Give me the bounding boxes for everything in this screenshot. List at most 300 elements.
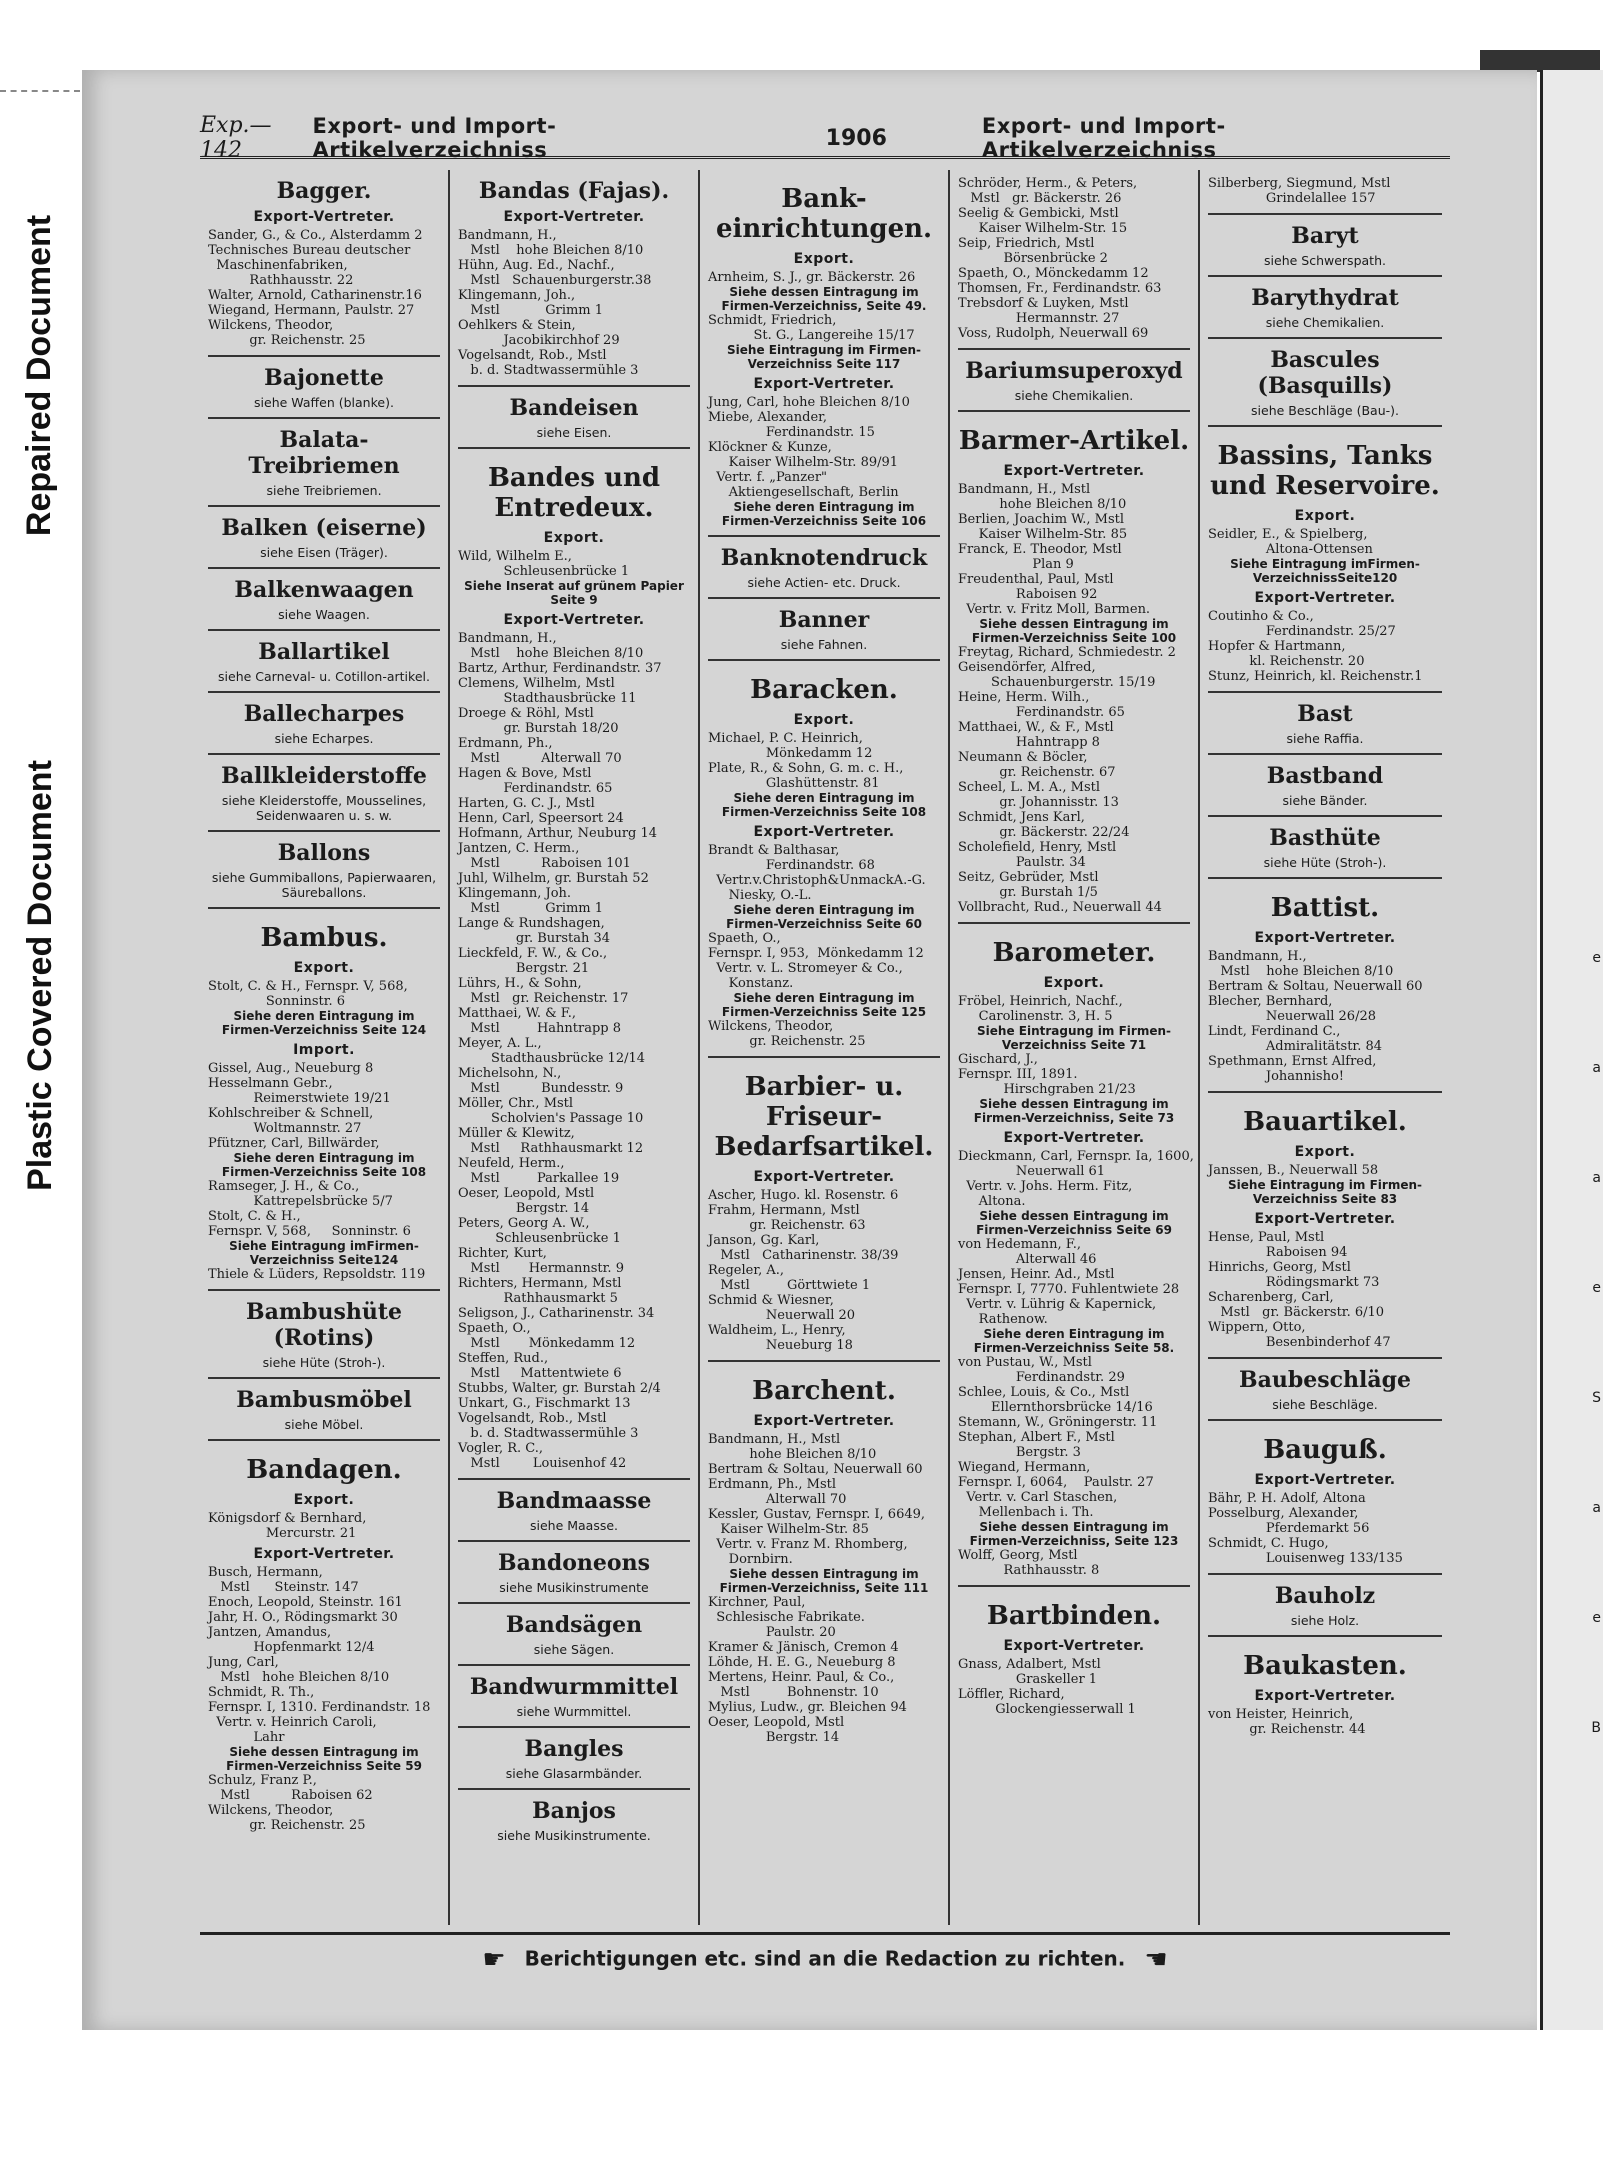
entry-line: Ramseger, J. H., & Co., — [208, 1179, 360, 1194]
entry-line: Raboisen 94 — [1208, 1245, 1348, 1260]
entry-line: Niesky, O.-L. — [708, 888, 812, 903]
cross-reference: siehe Raffia. — [1286, 731, 1364, 746]
entry-line: Vertr. v. Franz M. Rhomberg, — [708, 1537, 908, 1552]
article-section — [708, 1362, 940, 1752]
article-heading: Balkenwaagen — [234, 577, 414, 603]
entry-line: Gnass, Adalbert, Mstl — [958, 1657, 1101, 1672]
entry-line: Sander, G., & Co., Alsterdamm 2 — [208, 228, 423, 243]
article-section — [208, 1441, 440, 1840]
entry-line: Ferdinandstr. 68 — [708, 858, 875, 873]
article-heading: Barbier- u. Friseur-Bedarfsartikel. — [714, 1072, 934, 1162]
register-note: Siehe Eintragung imFirmen-Verzeichniss Seite124 — [229, 1239, 419, 1267]
cross-reference: siehe Eisen (Träger). — [260, 545, 388, 560]
entry-line: Rathenow. — [958, 1312, 1048, 1327]
article-section — [458, 1728, 690, 1790]
entry-line: Mstl gr. Bäckerstr. 26 — [958, 191, 1122, 206]
entry-line: Stubbs, Walter, gr. Burstah 2/4 — [458, 1381, 661, 1396]
register-note: Siehe dessen Eintragung im Firmen-Verzeichniss, Seite 111 — [719, 1567, 929, 1595]
entry-line: Vertr. f. „Panzer" — [708, 470, 828, 485]
entry-line: Regeler, A., — [708, 1263, 785, 1278]
entry-line: Ferdinandstr. 15 — [708, 425, 875, 440]
adjacent-page-fragment: e — [1592, 950, 1601, 966]
directory-columns — [200, 170, 1450, 1925]
entry-line: Mstl gr. Bäckerstr. 6/10 — [1208, 1305, 1385, 1320]
cross-reference: siehe Musikinstrumente. — [497, 1828, 651, 1843]
entry-line: Scheel, L. M. A., Mstl — [958, 780, 1100, 795]
article-heading: Ballecharpes — [243, 701, 405, 727]
article-heading: Bandas (Fajas). — [478, 178, 670, 204]
entry-line: Klingemann, Joh. — [458, 886, 572, 901]
entry-line: Bandmann, H., Mstl — [708, 1432, 841, 1447]
entry-line: Mstl Schauenburgerstr.38 — [458, 273, 652, 288]
entry-line: Klöckner & Kunze, — [708, 440, 832, 455]
entry-line: Hühn, Aug. Ed., Nachf., — [458, 258, 615, 273]
entry-line: kl. Reichenstr. 20 — [1208, 654, 1365, 669]
cross-reference: siehe Echarpes. — [274, 731, 374, 746]
entry-line: Spaeth, O., Mönckedamm 12 — [958, 266, 1149, 281]
register-note: Siehe dessen Eintragung im Firmen-Verzeichniss Seite 69 — [976, 1209, 1172, 1237]
entry-line: Vertr. v. L. Stromeyer & Co., — [708, 961, 903, 976]
entry-line: Bähr, P. H. Adolf, Altona — [1208, 1491, 1366, 1506]
entry-line: Seip, Friedrich, Mstl — [958, 236, 1095, 251]
cross-reference: siehe Fahnen. — [780, 637, 868, 652]
entry-line: Kaiser Wilhelm-Str. 85 — [958, 527, 1128, 542]
entry-line: Fernspr. III, 1891. — [958, 1067, 1078, 1082]
entry-line: Mstl Mönkedamm 12 — [458, 1336, 636, 1351]
entry-line: Scholefield, Henry, Mstl — [958, 840, 1117, 855]
entry-line: Jahr, H. O., Rödingsmarkt 30 — [208, 1610, 398, 1625]
article-section — [1208, 427, 1442, 693]
entry-line: Thomsen, Fr., Ferdinandstr. 63 — [958, 281, 1162, 296]
entry-line: Posselburg, Alexander, — [1208, 1506, 1359, 1521]
register-note: Siehe deren Eintragung im Firmen-Verzeichniss Seite 60 — [726, 903, 922, 931]
entry-line: Schlee, Louis, & Co., Mstl — [958, 1385, 1130, 1400]
article-section — [208, 693, 440, 755]
article-heading: Bauguß. — [1263, 1435, 1387, 1465]
entry-line: Jung, Carl, hohe Bleichen 8/10 — [708, 395, 910, 410]
adjacent-page-fragment: S — [1592, 1390, 1601, 1406]
entry-line: Kirchner, Paul, — [708, 1595, 806, 1610]
entry-line: Hense, Paul, Mstl — [1208, 1230, 1325, 1245]
entry-line: Meyer, A. L., — [458, 1036, 542, 1051]
article-section — [208, 419, 440, 507]
adjacent-page-fragment: e — [1592, 1280, 1601, 1296]
article-heading: Bandwurmmittel — [469, 1674, 679, 1700]
cross-reference: siehe Schwerspath. — [1264, 253, 1386, 268]
article-heading: Battist. — [1270, 893, 1380, 923]
entry-line: Matthaei, W. & F., — [458, 1006, 577, 1021]
register-note: Siehe deren Eintragung im Firmen-Verzeichniss Seite 108 — [221, 1151, 427, 1179]
entry-line: Arnheim, S. J., gr. Bäckerstr. 26 — [708, 270, 916, 285]
entry-line: Jung, Carl, — [208, 1655, 279, 1670]
subheading: Export-Vertreter. — [753, 376, 895, 392]
entry-line: Besenbinderhof 47 — [1208, 1335, 1391, 1350]
entry-line: Vertr. v. Carl Staschen, — [958, 1490, 1118, 1505]
article-section — [208, 755, 440, 832]
entry-line: Mstl Bundesstr. 9 — [458, 1081, 624, 1096]
entry-line: Peters, Georg A. W., — [458, 1216, 590, 1231]
register-note: Siehe Eintragung im Firmen-Verzeichniss Seite 71 — [977, 1024, 1171, 1052]
entry-line: von Pustau, W., Mstl — [958, 1355, 1092, 1370]
article-section — [1208, 170, 1442, 215]
column-4 — [950, 170, 1200, 1925]
article-heading: Bastband — [1266, 763, 1384, 789]
entry-line: gr. Burstah 1/5 — [958, 885, 1098, 900]
footer-note: Berichtigungen etc. sind an die Redaction zu richten. — [524, 1946, 1126, 1971]
entry-line: Müller & Klewitz, — [458, 1126, 575, 1141]
entry-line: Wiegand, Hermann, — [958, 1460, 1091, 1475]
page-footer — [200, 1932, 1450, 1975]
entry-line: gr. Bäckerstr. 22/24 — [958, 825, 1130, 840]
entry-line: Lange & Rundshagen, — [458, 916, 605, 931]
entry-line: Pferdemarkt 56 — [1208, 1521, 1370, 1536]
adjacent-page-fragment: a — [1592, 1060, 1601, 1076]
entry-line: Grindelallee 157 — [1208, 191, 1376, 206]
cross-reference: siehe Wurmmittel. — [516, 1704, 632, 1719]
article-section — [458, 1666, 690, 1728]
entry-line: Vertr. v. Heinrich Caroli, — [208, 1715, 377, 1730]
cross-reference: siehe Kleiderstoffe, Mousselines, Seidenwaaren u. s. w. — [221, 793, 427, 823]
entry-line: Fernspr. I, 6064, Paulstr. 27 — [958, 1475, 1154, 1490]
entry-line: Carolinenstr. 3, H. 5 — [958, 1009, 1113, 1024]
entry-line: Jensen, Heinr. Ad., Mstl — [958, 1267, 1115, 1282]
entry-line: Königsdorf & Bernhard, — [208, 1511, 367, 1526]
entry-line: Mstl Hahntrapp 8 — [458, 1021, 622, 1036]
entry-line: Vertr. v. Fritz Moll, Barmen. — [958, 602, 1151, 617]
article-section — [208, 569, 440, 631]
column-3 — [700, 170, 950, 1925]
article-section — [208, 1291, 440, 1379]
entry-line: Wilckens, Theodor, — [208, 318, 334, 333]
entry-line: Rathhausstr. 8 — [958, 1563, 1100, 1578]
entry-line: Sonninstr. 6 — [208, 994, 346, 1009]
entry-line: Oehlkers & Stein, — [458, 318, 576, 333]
scan-background — [0, 0, 1600, 50]
entry-line: Harten, G. C. J., Mstl — [458, 796, 595, 811]
entry-line: Mstl Catharinenstr. 38/39 — [708, 1248, 899, 1263]
article-section — [208, 170, 440, 357]
entry-line: Woltmannstr. 27 — [208, 1121, 362, 1136]
entry-line: Fröbel, Heinrich, Nachf., — [958, 994, 1123, 1009]
entry-line: Geisendörfer, Alfred, — [958, 660, 1096, 675]
entry-line: Paulstr. 34 — [958, 855, 1086, 870]
cross-reference: siehe Chemikalien. — [1014, 388, 1134, 403]
entry-line: Maschinenfabriken, — [208, 258, 348, 273]
article-section — [208, 357, 440, 419]
entry-line: Thiele & Lüders, Repsoldstr. 119 — [208, 1267, 426, 1282]
article-section — [1208, 755, 1442, 817]
cross-reference: siehe Hüte (Stroh-). — [262, 1355, 386, 1370]
repaired-document-label — [0, 110, 80, 640]
entry-line: Mstl Grimm 1 — [458, 303, 604, 318]
entry-line: Schulz, Franz P., — [208, 1773, 317, 1788]
entry-line: Ascher, Hugo. kl. Rosenstr. 6 — [708, 1188, 899, 1203]
cross-reference: siehe Treibriemen. — [266, 483, 382, 498]
entry-line: Vertr. v. Johs. Herm. Fitz, — [958, 1179, 1133, 1194]
subheading: Export-Vertreter. — [253, 209, 395, 225]
entry-line: Bertram & Soltau, Neuerwall 60 — [1208, 979, 1423, 994]
article-heading: Bagger. — [276, 178, 372, 204]
subheading: Export-Vertreter. — [1254, 590, 1396, 606]
entry-line: Ellernthorsbrücke 14/16 — [958, 1400, 1153, 1415]
entry-line: Bergstr. 14 — [458, 1201, 590, 1216]
entry-line: Wilckens, Theodor, — [708, 1019, 834, 1034]
article-section — [708, 170, 940, 537]
article-section — [708, 537, 940, 599]
entry-line: gr. Johannisstr. 13 — [958, 795, 1119, 810]
entry-line: gr. Reichenstr. 25 — [208, 333, 366, 348]
entry-line: Rathhausmarkt 5 — [458, 1291, 618, 1306]
article-section — [458, 1480, 690, 1542]
entry-line: Stephan, Albert F., Mstl — [958, 1430, 1115, 1445]
entry-line: Hahntrapp 8 — [958, 735, 1100, 750]
entry-line: Kaiser Wilhelm-Str. 85 — [708, 1522, 869, 1537]
entry-line: Busch, Hermann, — [208, 1565, 323, 1580]
article-heading: Baukasten. — [1243, 1651, 1407, 1681]
article-section — [1208, 1093, 1442, 1359]
article-heading: Bandeisen — [509, 395, 639, 421]
entry-line: Hagen & Bove, Mstl — [458, 766, 592, 781]
pointing-hand-icon: ☛ — [482, 1945, 506, 1975]
cross-reference: siehe Carneval- u. Cotillon-artikel. — [218, 669, 430, 684]
entry-line: Mstl hohe Bleichen 8/10 — [458, 646, 644, 661]
entry-line: Franck, E. Theodor, Mstl — [958, 542, 1122, 557]
subheading: Export-Vertreter. — [1003, 1130, 1145, 1146]
entry-line: Stadthausbrücke 11 — [458, 691, 637, 706]
subheading: Export-Vertreter. — [503, 612, 645, 628]
scanner-edge — [1480, 50, 1600, 72]
entry-line: Kohlschreiber & Schnell, — [208, 1106, 374, 1121]
entry-line: Klingemann, Joh., — [458, 288, 576, 303]
entry-line: Spaeth, O., — [708, 931, 781, 946]
entry-line: Mstl Bohnenstr. 10 — [708, 1685, 879, 1700]
entry-line: Oeser, Leopold, Mstl — [458, 1186, 595, 1201]
cross-reference: siehe Waagen. — [278, 607, 370, 622]
entry-line: Börsenbrücke 2 — [958, 251, 1108, 266]
entry-line: Schmidt, C. Hugo, — [1208, 1536, 1329, 1551]
entry-line: Mellenbach i. Th. — [958, 1505, 1094, 1520]
cross-reference: siehe Maasse. — [529, 1518, 619, 1533]
entry-line: Neueburg 18 — [708, 1338, 853, 1353]
repaired-label-text: Repaired Document — [20, 214, 59, 536]
entry-line: Wilckens, Theodor, — [208, 1803, 334, 1818]
entry-line: Mstl Alterwall 70 — [458, 751, 622, 766]
entry-line: Alterwall 46 — [958, 1252, 1097, 1267]
subheading: Export. — [1294, 508, 1356, 524]
entry-line: St. G., Langereihe 15/17 — [708, 328, 915, 343]
entry-line: Fernspr. I, 7770. Fuhlentwiete 28 — [958, 1282, 1180, 1297]
entry-line: Hesselmann Gebr., — [208, 1076, 333, 1091]
register-note: Siehe dessen Eintragung im Firmen-Verzeichniss Seite 59 — [226, 1745, 422, 1773]
entry-line: Hopfer & Hartmann, — [1208, 639, 1346, 654]
entry-line: b. d. Stadtwassermühle 3 — [458, 1426, 639, 1441]
entry-line: Fernspr. V, 568, Sonninstr. 6 — [208, 1224, 411, 1239]
entry-line: Ferdinandstr. 65 — [458, 781, 613, 796]
entry-line: Waldheim, L., Henry, — [708, 1323, 846, 1338]
article-section — [708, 661, 940, 1058]
entry-line: Steffen, Rud., — [458, 1351, 549, 1366]
register-note: Siehe dessen Eintragung im Firmen-Verzeichniss, Seite 73 — [973, 1097, 1175, 1125]
entry-line: Hinrichs, Georg, Mstl — [1208, 1260, 1351, 1275]
header-year: 1906 — [825, 125, 887, 151]
document-page — [82, 70, 1537, 2030]
entry-line: Scharenberg, Carl, — [1208, 1290, 1334, 1305]
subheading: Export. — [1294, 1144, 1356, 1160]
article-heading: Bascules (Basquills) — [1257, 347, 1393, 399]
entry-line: Frahm, Hermann, Mstl — [708, 1203, 860, 1218]
entry-line: Mstl Grimm 1 — [458, 901, 604, 916]
entry-line: Richter, Kurt, — [458, 1246, 547, 1261]
article-heading: Bangles — [524, 1736, 624, 1762]
article-heading: Barchent. — [752, 1376, 896, 1406]
entry-line: Mylius, Ludw., gr. Bleichen 94 — [708, 1700, 907, 1715]
entry-line: Mstl Steinstr. 147 — [208, 1580, 359, 1595]
subheading: Export-Vertreter. — [1003, 1638, 1145, 1654]
entry-line: Kramer & Jänisch, Cremon 4 — [708, 1640, 899, 1655]
article-heading: Barythydrat — [1251, 285, 1399, 311]
entry-line: gr. Reichenstr. 25 — [708, 1034, 866, 1049]
article-heading: Bariumsuperoxyd — [965, 358, 1183, 384]
adjacent-page-fragment: a — [1592, 1500, 1601, 1516]
entry-line: Spethmann, Ernst Alfred, — [1208, 1054, 1377, 1069]
entry-line: Fernspr. I, 1310. Ferdinandstr. 18 — [208, 1700, 431, 1715]
entry-line: Mstl Raboisen 62 — [208, 1788, 373, 1803]
subheading: Export. — [293, 960, 355, 976]
entry-line: Plate, R., & Sohn, G. m. c. H., — [708, 761, 904, 776]
entry-line: Lieckfeld, F. W., & Co., — [458, 946, 608, 961]
article-section — [458, 1604, 690, 1666]
register-note: Siehe Eintragung imFirmen-VerzeichnissSeite120 — [1230, 557, 1420, 585]
entry-line: Matthaei, W., & F., Mstl — [958, 720, 1114, 735]
entry-line: Graskeller 1 — [958, 1672, 1098, 1687]
subheading: Export. — [793, 712, 855, 728]
entry-line: Berlien, Joachim W., Mstl — [958, 512, 1125, 527]
article-section — [708, 599, 940, 661]
entry-line: Hofmann, Arthur, Neuburg 14 — [458, 826, 658, 841]
cross-reference: siehe Hüte (Stroh-). — [1263, 855, 1387, 870]
article-heading: Bauartikel. — [1243, 1107, 1407, 1137]
entry-line: Spaeth, O., — [458, 1321, 531, 1336]
article-section — [1208, 339, 1442, 427]
entry-line: Bandmann, H., — [458, 228, 557, 243]
article-heading: Bajonette — [264, 365, 384, 391]
entry-line: Mstl Louisenhof 42 — [458, 1456, 627, 1471]
subheading: Export-Vertreter. — [503, 209, 645, 225]
subheading: Export-Vertreter. — [1254, 930, 1396, 946]
article-section — [958, 924, 1194, 1587]
entry-line: Pfützner, Carl, Billwärder, — [208, 1136, 380, 1151]
article-heading: Barometer. — [992, 938, 1156, 968]
cross-reference: siehe Gummiballons, Papierwaaren, Säureballons. — [211, 870, 437, 900]
subheading: Export. — [793, 251, 855, 267]
register-note: Siehe Eintragung im Firmen-Verzeichniss Seite 117 — [727, 343, 921, 371]
article-section — [958, 350, 1190, 412]
entry-line: Enoch, Leopold, Steinstr. 161 — [208, 1595, 403, 1610]
entry-line: Bartz, Arthur, Ferdinandstr. 37 — [458, 661, 662, 676]
article-heading: Bambusmöbel — [236, 1387, 412, 1413]
article-section — [458, 1790, 690, 1850]
subheading: Export-Vertreter. — [753, 1169, 895, 1185]
header-right-title: Export- und Import-Artikelverzeichniss — [981, 114, 1226, 162]
entry-line: Miebe, Alexander, — [708, 410, 828, 425]
entry-line: gr. Reichenstr. 25 — [208, 1818, 366, 1833]
article-section — [208, 909, 440, 1291]
entry-line: Unkart, G., Fischmarkt 13 — [458, 1396, 631, 1411]
entry-line: Kaiser Wilhelm-Str. 15 — [958, 221, 1128, 236]
article-heading: Baubeschläge — [1239, 1367, 1411, 1393]
entry-line: Freytag, Richard, Schmiedestr. 2 — [958, 645, 1176, 660]
register-note: Siehe deren Eintragung im Firmen-Verzeichniss Seite 58. — [973, 1327, 1175, 1355]
entry-line: Stolt, C. & H., — [208, 1209, 301, 1224]
entry-line: Wiegand, Hermann, Paulstr. 27 — [208, 303, 415, 318]
entry-line: Vogler, R. C., — [458, 1441, 544, 1456]
adjacent-page-fragment: B — [1591, 1720, 1601, 1736]
entry-line: Bergstr. 3 — [958, 1445, 1081, 1460]
cross-reference: siehe Sägen. — [533, 1642, 615, 1657]
entry-line: Bandmann, H., — [458, 631, 557, 646]
register-note: Siehe deren Eintragung im Firmen-Verzeichniss Seite 124 — [221, 1009, 427, 1037]
entry-line: Neuerwall 61 — [958, 1164, 1106, 1179]
article-section — [208, 507, 440, 569]
entry-line: Erdmann, Ph., Mstl — [708, 1477, 836, 1492]
article-section — [1208, 1637, 1442, 1744]
entry-line: Mstl Rathhausmarkt 12 — [458, 1141, 644, 1156]
article-section — [208, 631, 440, 693]
article-section — [1208, 693, 1442, 755]
article-heading: Bandmaasse — [496, 1488, 652, 1514]
entry-line: Neumann & Böcler, — [958, 750, 1088, 765]
register-note: Siehe deren Eintragung im Firmen-Verzeichniss Seite 108 — [721, 791, 927, 819]
entry-line: Stemann, W., Gröningerstr. 11 — [958, 1415, 1158, 1430]
entry-line: Ferdinandstr. 25/27 — [1208, 624, 1396, 639]
article-heading: Bandsägen — [505, 1612, 643, 1638]
entry-line: Neuerwall 26/28 — [1208, 1009, 1376, 1024]
page-header — [200, 113, 1450, 163]
entry-line: Freudenthal, Paul, Mstl — [958, 572, 1114, 587]
register-note: Siehe deren Eintragung im Firmen-Verzeichniss Seite 106 — [721, 500, 927, 528]
entry-line: Glashüttenstr. 81 — [708, 776, 880, 791]
article-heading: Ballkleiderstoffe — [221, 763, 427, 789]
register-note: Siehe Inserat auf grünem Papier Seite 9 — [464, 579, 684, 607]
cross-reference: siehe Holz. — [1290, 1613, 1360, 1628]
entry-line: Wippern, Otto, — [1208, 1320, 1306, 1335]
entry-line: Konstanz. — [708, 976, 794, 991]
entry-line: b. d. Stadtwassermühle 3 — [458, 363, 639, 378]
article-heading: Bauholz — [1274, 1583, 1376, 1609]
cross-reference: siehe Chemikalien. — [1265, 315, 1385, 330]
entry-line: Henn, Carl, Speersort 24 — [458, 811, 624, 826]
entry-line: gr. Burstah 34 — [458, 931, 611, 946]
article-heading: Bank-einrichtungen. — [715, 184, 933, 244]
entry-line: Wild, Wilhelm E., — [458, 549, 572, 564]
entry-line: Ferdinandstr. 65 — [958, 705, 1125, 720]
adjacent-page-fragment: a — [1592, 1170, 1601, 1186]
article-section — [1208, 879, 1442, 1093]
register-note: Siehe Eintragung im Firmen-Verzeichniss Seite 83 — [1228, 1178, 1422, 1206]
cross-reference: siehe Bänder. — [1282, 793, 1368, 808]
entry-line: Seidler, E., & Spielberg, — [1208, 527, 1368, 542]
cross-reference: siehe Möbel. — [284, 1417, 364, 1432]
entry-line: gr. Reichenstr. 63 — [708, 1218, 866, 1233]
article-section — [208, 832, 440, 909]
entry-line: Bergstr. 21 — [458, 961, 590, 976]
entry-line: hohe Bleichen 8/10 — [958, 497, 1127, 512]
plastic-covered-label — [0, 690, 80, 1260]
entry-line: Vertr.v.Christoph&UnmackA.-G. — [708, 873, 926, 888]
entry-line: Möller, Chr., Mstl — [458, 1096, 574, 1111]
article-heading: Banjos — [532, 1798, 616, 1824]
entry-line: Altona. — [958, 1194, 1026, 1209]
